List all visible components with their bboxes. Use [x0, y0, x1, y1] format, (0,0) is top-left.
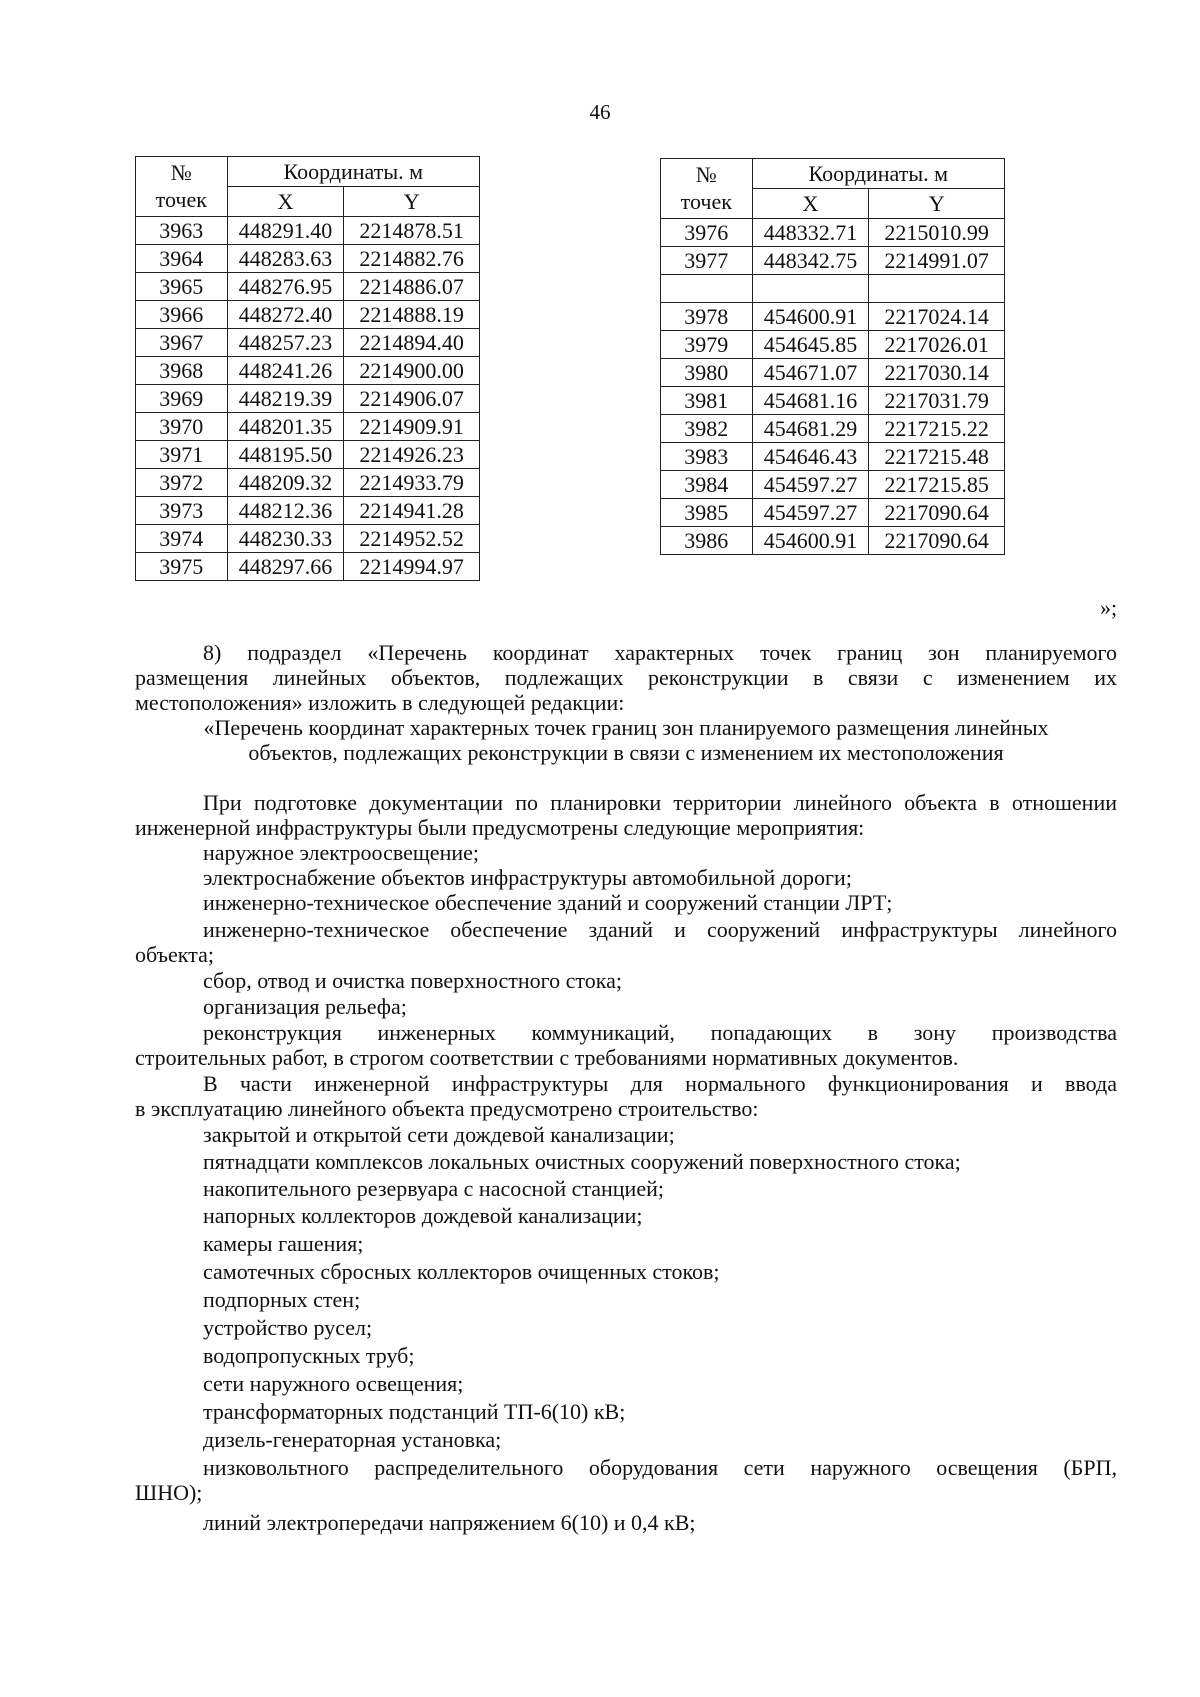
list-item: устройство русел;: [203, 1315, 373, 1340]
table-row: [661, 359, 1005, 387]
cell-x: 448212.36: [227, 497, 344, 525]
cell-point-number: 3967: [136, 329, 228, 357]
cell-point-number: 3981: [661, 387, 753, 415]
table-header-x: X: [227, 187, 344, 217]
cell-y: 2214941.28: [344, 497, 480, 525]
table-row: [136, 441, 480, 469]
cell-y: 2214926.23: [344, 441, 480, 469]
list-item: дизель-генераторная установка;: [203, 1427, 502, 1452]
list-item: организация рельефа;: [203, 994, 407, 1019]
list-item: реконструкция инженерных коммуникаций, попадающих в зону производства: [203, 1020, 1117, 1045]
table-row: [136, 497, 480, 525]
cell-x: 454597.27: [752, 471, 869, 499]
table-row: [136, 273, 480, 301]
cell-y: 2217090.64: [869, 527, 1005, 555]
section-heading: объектов, подлежащих реконструкции в связи с изменением их местоположения: [248, 740, 1004, 765]
cell-x: [752, 275, 869, 303]
cell-x: 454671.07: [752, 359, 869, 387]
section8-line: размещения линейных объектов, подлежащих реконструкции в связи с изменением их: [135, 665, 1117, 690]
cell-y: 2214933.79: [344, 469, 480, 497]
cell-point-number: 3983: [661, 443, 753, 471]
cell-y: 2217024.14: [869, 303, 1005, 331]
cell-point-number: 3963: [136, 217, 228, 245]
cell-point-number: 3977: [661, 247, 753, 275]
cell-x: 448291.40: [227, 217, 344, 245]
cell-x: 454597.27: [752, 499, 869, 527]
table-header-point-number: № точек: [136, 157, 228, 217]
cell-point-number: 3968: [136, 357, 228, 385]
table-row: [136, 301, 480, 329]
cell-y: 2214952.52: [344, 525, 480, 553]
cell-x: 454600.91: [752, 527, 869, 555]
cell-point-number: 3980: [661, 359, 753, 387]
table-row: [661, 499, 1005, 527]
cell-y: 2214900.00: [344, 357, 480, 385]
cell-y: 2217030.14: [869, 359, 1005, 387]
paragraph-line: инженерной инфраструктуры были предусмотрены следующие мероприятия:: [135, 815, 865, 840]
table-row: [661, 331, 1005, 359]
table-row: [661, 303, 1005, 331]
table-row: [661, 387, 1005, 415]
cell-y: 2214886.07: [344, 273, 480, 301]
cell-y: 2217215.85: [869, 471, 1005, 499]
cell-y: 2214994.97: [344, 553, 480, 581]
table-row: [661, 415, 1005, 443]
cell-y: 2214878.51: [344, 217, 480, 245]
cell-x: 448276.95: [227, 273, 344, 301]
cell-point-number: 3985: [661, 499, 753, 527]
cell-y: 2214906.07: [344, 385, 480, 413]
cell-x: 454600.91: [752, 303, 869, 331]
list-item: ШНО);: [135, 1480, 203, 1505]
list-item: водопропускных труб;: [203, 1343, 415, 1368]
table-row: [661, 443, 1005, 471]
table-row: [661, 219, 1005, 247]
cell-point-number: 3984: [661, 471, 753, 499]
cell-y: 2217031.79: [869, 387, 1005, 415]
cell-y: 2214991.07: [869, 247, 1005, 275]
cell-x: 454681.29: [752, 415, 869, 443]
coordinates-table-right: [660, 158, 1005, 555]
list-item: наружное электроосвещение;: [203, 840, 479, 865]
cell-x: 448201.35: [227, 413, 344, 441]
table-header-y: Y: [869, 189, 1005, 219]
list-item: трансформаторных подстанций ТП-6(10) кВ;: [203, 1399, 626, 1424]
cell-x: 448297.66: [227, 553, 344, 581]
paragraph-line: При подготовке документации по планировки территории линейного объекта в отношении: [203, 790, 1117, 815]
cell-x: 448272.40: [227, 301, 344, 329]
list-item: объекта;: [135, 942, 214, 967]
cell-point-number: 3986: [661, 527, 753, 555]
list-item: напорных коллекторов дождевой канализации;: [203, 1203, 643, 1228]
cell-point-number: 3975: [136, 553, 228, 581]
table-row: [136, 413, 480, 441]
cell-x: 448241.26: [227, 357, 344, 385]
table-header-coordinates: Координаты. м: [752, 159, 1004, 189]
list-item: накопительного резервуара с насосной станцией;: [203, 1176, 664, 1201]
cell-point-number: 3974: [136, 525, 228, 553]
list-item: инженерно-техническое обеспечение зданий и сооружений станции ЛРТ;: [203, 890, 893, 915]
cell-x: 448257.23: [227, 329, 344, 357]
cell-y: 2217026.01: [869, 331, 1005, 359]
closing-quote: »;: [1100, 595, 1118, 620]
page-number: 46: [589, 100, 611, 124]
cell-x: 448195.50: [227, 441, 344, 469]
cell-point-number: 3965: [136, 273, 228, 301]
cell-point-number: 3973: [136, 497, 228, 525]
cell-x: 448219.39: [227, 385, 344, 413]
cell-x: 448283.63: [227, 245, 344, 273]
table-row: [661, 275, 1005, 303]
cell-x: 454646.43: [752, 443, 869, 471]
table-row: [136, 245, 480, 273]
cell-x: 448209.32: [227, 469, 344, 497]
list-item: линий электропередачи напряжением 6(10) и 0,4 кВ;: [203, 1510, 696, 1535]
cell-point-number: 3969: [136, 385, 228, 413]
cell-x: 448230.33: [227, 525, 344, 553]
table-row: [136, 357, 480, 385]
cell-point-number: 3972: [136, 469, 228, 497]
table-body-left: [136, 217, 480, 581]
list-item: инженерно-техническое обеспечение зданий и сооружений инфраструктуры линейного: [203, 917, 1117, 942]
cell-x: 448332.71: [752, 219, 869, 247]
cell-y: 2217215.22: [869, 415, 1005, 443]
cell-point-number: 3966: [136, 301, 228, 329]
section8-line: местоположения» изложить в следующей редакции:: [135, 690, 625, 715]
table-header-point-number: № точек: [661, 159, 753, 219]
list-item: закрытой и открытой сети дождевой канализации;: [203, 1122, 675, 1147]
cell-y: 2214882.76: [344, 245, 480, 273]
cell-y: 2217090.64: [869, 499, 1005, 527]
cell-point-number: 3982: [661, 415, 753, 443]
table-row: [136, 553, 480, 581]
cell-point-number: 3971: [136, 441, 228, 469]
cell-x: 448342.75: [752, 247, 869, 275]
list-item: сбор, отвод и очистка поверхностного стока;: [203, 968, 622, 993]
coordinates-table-left: [135, 156, 480, 581]
cell-y: 2214888.19: [344, 301, 480, 329]
cell-x: 454645.85: [752, 331, 869, 359]
cell-point-number: 3978: [661, 303, 753, 331]
table-body-right: [661, 219, 1005, 555]
table-header-y: Y: [344, 187, 480, 217]
list-item: самотечных сбросных коллекторов очищенных стоков;: [203, 1259, 720, 1284]
list-item: пятнадцати комплексов локальных очистных сооружений поверхностного стока;: [203, 1149, 961, 1174]
cell-y: 2214909.91: [344, 413, 480, 441]
paragraph-line: В части инженерной инфраструктуры для нормального функционирования и ввода: [203, 1071, 1117, 1096]
cell-y: 2217215.48: [869, 443, 1005, 471]
section8-line: 8) подраздел «Перечень координат характерных точек границ зон планируемого: [203, 640, 1117, 665]
list-item: строительных работ, в строгом соответствии с требованиями нормативных документов.: [135, 1045, 959, 1070]
section-heading: «Перечень координат характерных точек границ зон планируемого размещения линейных: [203, 715, 1049, 740]
table-header-x: X: [752, 189, 869, 219]
table-header-coordinates: Координаты. м: [227, 157, 479, 187]
table-row: [661, 527, 1005, 555]
cell-x: 454681.16: [752, 387, 869, 415]
list-item: подпорных стен;: [203, 1287, 361, 1312]
table-row: [136, 385, 480, 413]
cell-y: 2215010.99: [869, 219, 1005, 247]
paragraph-line: в эксплуатацию линейного объекта предусмотрено строительство:: [135, 1096, 759, 1121]
list-item: электроснабжение объектов инфраструктуры автомобильной дороги;: [203, 865, 852, 890]
cell-y: 2214894.40: [344, 329, 480, 357]
list-item: сети наружного освещения;: [203, 1371, 464, 1396]
cell-point-number: 3976: [661, 219, 753, 247]
list-item: камеры гашения;: [203, 1231, 364, 1256]
table-row: [661, 247, 1005, 275]
table-row: [136, 217, 480, 245]
table-row: [136, 525, 480, 553]
cell-point-number: 3964: [136, 245, 228, 273]
list-item: низковольтного распределительного оборудования сети наружного освещения (БРП,: [203, 1455, 1117, 1480]
table-row: [136, 329, 480, 357]
table-row: [661, 471, 1005, 499]
table-row: [136, 469, 480, 497]
cell-point-number: 3979: [661, 331, 753, 359]
cell-y: [869, 275, 1005, 303]
cell-point-number: [661, 275, 753, 303]
cell-point-number: 3970: [136, 413, 228, 441]
